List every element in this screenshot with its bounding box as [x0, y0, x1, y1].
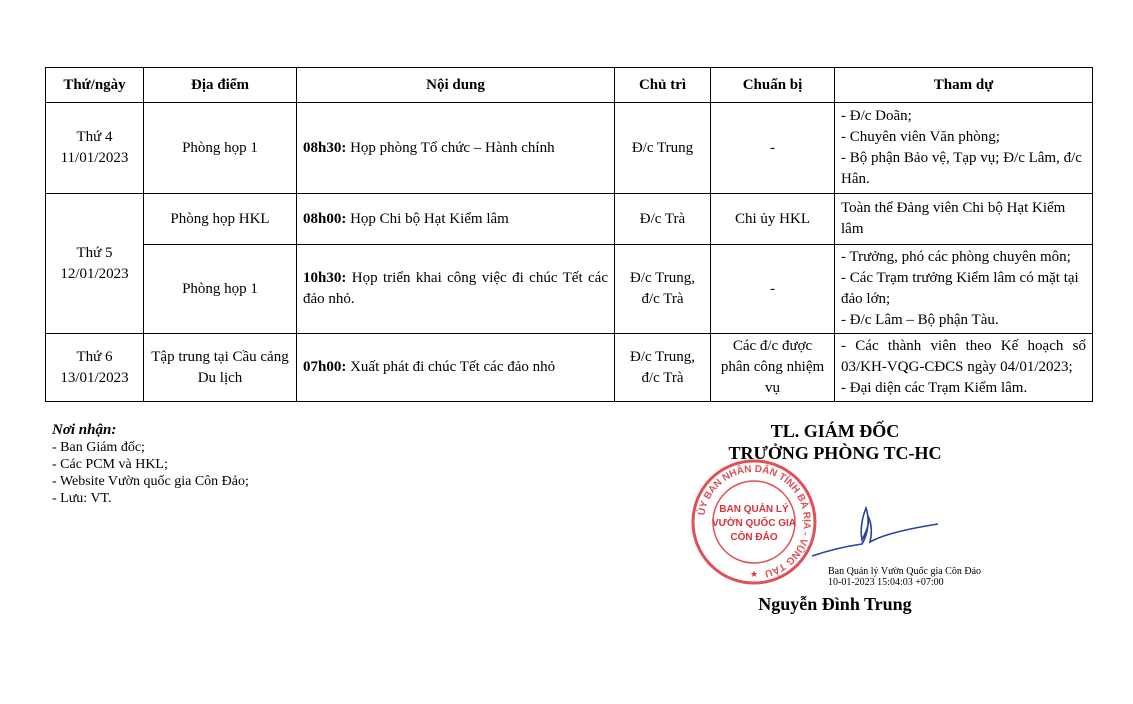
schedule-table	[45, 67, 1093, 402]
content-cell	[297, 334, 615, 402]
chair-cell: Đ/c Trung, đ/c Trà	[615, 334, 711, 402]
svg-text:★: ★	[749, 569, 759, 579]
content-cell	[297, 245, 615, 334]
header-chair: Chủ trì	[615, 68, 711, 103]
svg-text:VƯỜN QUỐC GIA: VƯỜN QUỐC GIA	[711, 518, 797, 529]
attendee-line: - Các Trạm trưởng Kiểm lâm có mặt tại đảo lớn;	[841, 270, 1079, 307]
attendees-cell	[835, 103, 1093, 194]
recipient-item: - Lưu: VT.	[52, 491, 112, 506]
attendee-line: - Đại diện các Trạm Kiểm lâm.	[841, 380, 1028, 396]
location-cell: Phòng họp 1	[144, 103, 297, 194]
official-stamp-icon	[690, 458, 818, 586]
prepare-cell: -	[711, 245, 835, 334]
prepare-cell: Chi ủy HKL	[711, 194, 835, 245]
day-date: 12/01/2023	[60, 265, 129, 282]
header-content: Nội dung	[297, 68, 615, 103]
attendee-line: - Chuyên viên Văn phòng;	[841, 129, 1000, 145]
chair-cell: Đ/c Trung, đ/c Trà	[615, 245, 711, 334]
recipient-item: - Các PCM và HKL;	[52, 457, 168, 472]
signer-name: Nguyễn Đình Trung	[758, 594, 912, 614]
attendee-line: - Các thành viên theo Kế hoạch số 03/KH-VQG-CĐCS ngày 04/01/2023;	[841, 338, 1086, 375]
attendee-line: - Bộ phận Bảo vệ, Tạp vụ; Đ/c Lâm, đ/c Hân.	[841, 150, 1082, 187]
signature-title-line: TRƯỞNG PHÒNG TC-HC	[728, 443, 942, 463]
table-row	[46, 245, 1093, 334]
header-location: Địa điểm	[144, 68, 297, 103]
recipients-block	[52, 422, 249, 507]
day-cell	[46, 194, 144, 334]
location-cell: Phòng họp HKL	[144, 194, 297, 245]
recipient-item: - Website Vườn quốc gia Côn Đảo;	[52, 474, 249, 489]
location-cell: Phòng họp 1	[144, 245, 297, 334]
day-date: 11/01/2023	[60, 150, 129, 166]
day-date: 13/01/2023	[60, 369, 129, 386]
svg-text:ỦY BAN NHÂN DÂN TỈNH BÀ RỊA -: ỦY BAN NHÂN DÂN TỈNH BÀ RỊA - VŨNG TÀU	[696, 463, 813, 579]
content-text: Họp Chi bộ Hạt Kiểm lâm	[350, 210, 509, 227]
day-name: Thứ 4	[76, 129, 113, 145]
content-time: 08h30:	[303, 139, 347, 156]
chair-cell: Đ/c Trà	[615, 194, 711, 245]
digital-signature-info	[828, 566, 981, 588]
attendees-cell	[835, 194, 1093, 245]
content-cell	[297, 103, 615, 194]
attendee-line: - Trưởng, phó các phòng chuyên môn;	[841, 249, 1071, 265]
day-cell	[46, 103, 144, 194]
recipient-item: - Ban Giám đốc;	[52, 440, 145, 455]
recipients-heading: Nơi nhận:	[52, 422, 117, 438]
attendee-line: Toàn thể Đảng viên Chi bộ Hạt Kiểm lâm	[841, 200, 1066, 237]
location-cell: Tập trung tại Cầu cảng Du lịch	[144, 334, 297, 402]
prepare-cell: -	[711, 103, 835, 194]
handwritten-signature-icon	[810, 490, 940, 564]
attendee-line: - Đ/c Lâm – Bộ phận Tàu.	[841, 312, 999, 328]
table-header-row	[46, 68, 1093, 103]
attendees-cell	[835, 334, 1093, 402]
table-row	[46, 334, 1093, 402]
attendees-cell	[835, 245, 1093, 334]
content-text: Họp phòng Tổ chức – Hành chính	[350, 139, 555, 156]
header-attendees: Tham dự	[835, 68, 1093, 103]
digital-signature-org: Ban Quản lý Vườn Quốc gia Côn Đảo	[828, 566, 982, 577]
chair-cell: Đ/c Trung	[615, 103, 711, 194]
day-name: Thứ 5	[76, 244, 113, 261]
content-text: Xuất phát đi chúc Tết các đảo nhỏ	[350, 359, 556, 375]
table-row	[46, 103, 1093, 194]
day-name: Thứ 6	[76, 348, 113, 365]
signature-title-line: TL. GIÁM ĐỐC	[770, 421, 900, 441]
content-cell	[297, 194, 615, 245]
header-prepare: Chuẩn bị	[711, 68, 835, 103]
svg-text:CÔN ĐẢO: CÔN ĐẢO	[730, 532, 778, 543]
content-time: 10h30:	[303, 270, 347, 286]
attendee-line: - Đ/c Doãn;	[841, 108, 912, 124]
content-time: 07h00:	[303, 359, 347, 375]
svg-text:BAN QUẢN LÝ: BAN QUẢN LÝ	[719, 504, 789, 515]
digital-signature-timestamp: 10-01-2023 15:04:03 +07:00	[828, 577, 944, 588]
prepare-cell: Các đ/c được phân công nhiệm vụ	[711, 334, 835, 402]
day-cell	[46, 334, 144, 402]
header-day: Thứ/ngày	[46, 68, 144, 103]
table-row	[46, 194, 1093, 245]
content-time: 08h00:	[303, 210, 347, 227]
content-text: Họp triển khai công việc đi chúc Tết các đảo nhỏ.	[303, 270, 609, 307]
